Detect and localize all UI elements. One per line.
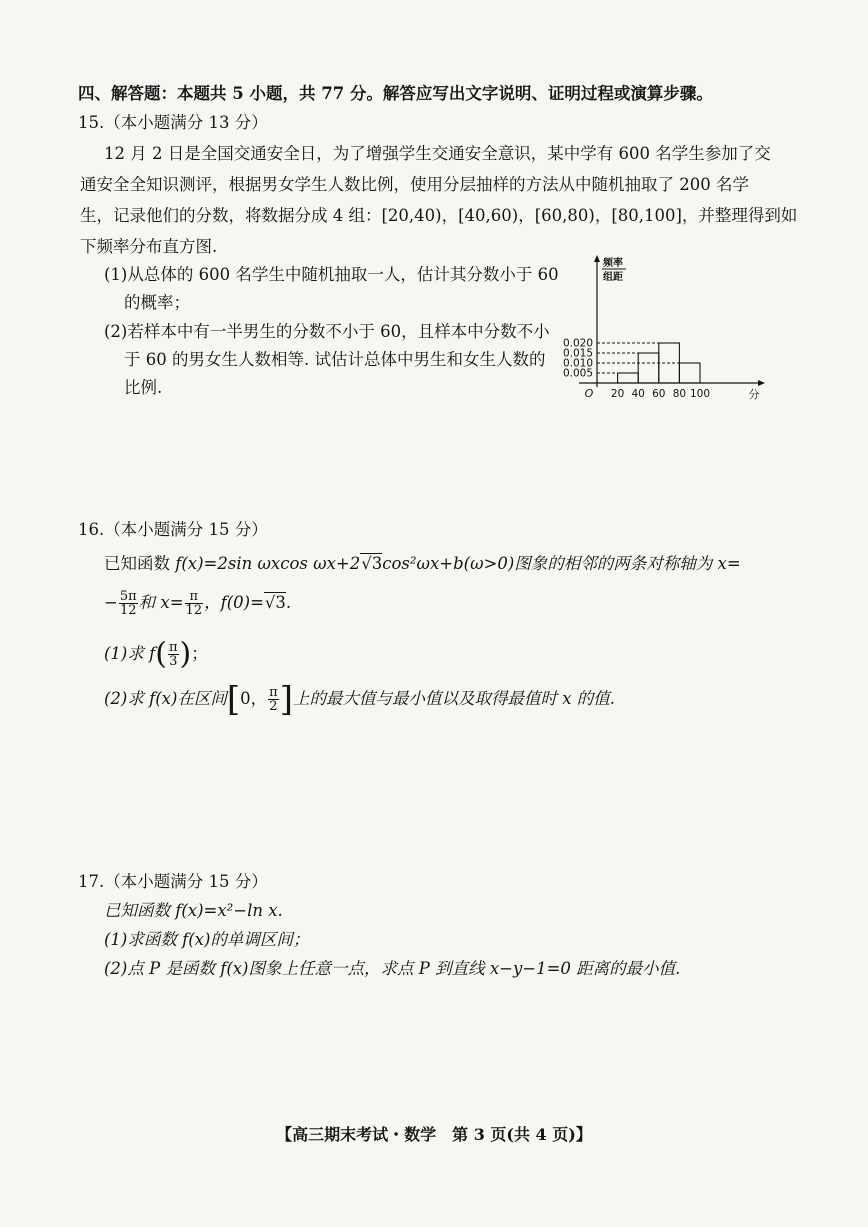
q16-minus: − (104, 593, 118, 612)
q15-body-line-4: 下频率分布直方图. (80, 237, 218, 256)
y-tick-label-2: 0.015 (562, 347, 593, 360)
y-tick-label-1: 0.010 (562, 357, 593, 370)
q16-p2-num: π (269, 685, 278, 700)
q16-p2-rbracket: ] (279, 679, 293, 720)
q16-p2-zero: 0， (240, 689, 268, 708)
q16-frac-pi-12 (185, 590, 204, 617)
q16-frac1-num: 5π (119, 589, 137, 604)
q16-function-expr: f(x)=2sin ωxcos ωx+2 (175, 554, 361, 573)
q16-l1-tail: cos²ωx+b(ω>0)图象的相邻的两条对称轴为 x= (382, 554, 741, 573)
x-axis-label: 分 (748, 388, 760, 401)
q15-body-line-3: 生，记录他们的分数，将数据分成 4 组：[20,40)，[40,60)，[60,80)，[80,100]，并整理得到如 (80, 206, 798, 225)
q16-frac2-num: π (185, 590, 204, 604)
y-axis-label-denominator: 组距 (603, 272, 623, 283)
q15-part2-line-1: (2)若样本中有一半男生的分数不小于 60，且样本中分数不小 (104, 322, 550, 341)
section-header: 四、解答题：本题共 5 小题，共 77 分。解答应写出文字说明、证明过程或演算步骤。 (78, 84, 713, 103)
q16-frac-5pi-12 (119, 590, 138, 617)
q16-p2-prefix: (2)求 f(x)在区间 (104, 689, 227, 708)
q16-frac1-den: 12 (119, 603, 137, 618)
q15-body-line-1: 12 月 2 日是全国交通安全日，为了增强学生交通安全意识，某中学有 600 名学生参加了交 (104, 144, 771, 163)
q16-p1-prefix: (1)求 f (104, 644, 156, 663)
histogram-bar-3 (679, 363, 700, 383)
q16-p1-num: π (168, 640, 178, 655)
q16-l2-end: . (285, 593, 292, 612)
q16-f0: ，f(0)= (204, 593, 264, 612)
q16-p1-lparen: ( (155, 636, 167, 672)
q16-sqrt-3b-value: 3 (275, 593, 286, 612)
q17-title: 17.（本小题满分 15 分） (78, 872, 268, 891)
origin-label: O (584, 387, 594, 400)
q17-line-2: (1)求函数 f(x)的单调区间； (104, 930, 310, 949)
x-tick-label-4: 100 (689, 388, 711, 400)
q16-line-1 (104, 553, 741, 575)
y-tick-label-3: 0.020 (562, 337, 593, 350)
q17-line-3: (2)点 P 是函数 f(x)图象上任意一点，求点 P 到直线 x−y−1=0 距离的最小值. (104, 959, 681, 978)
y-axis-arrow (594, 255, 600, 262)
histogram-bar-1 (638, 353, 659, 383)
q15-body-line-2: 通安全全知识测评，根据男女学生人数比例，使用分层抽样的方法从中随机抽取了 200 名学 (80, 175, 749, 194)
x-tick-label-0: 20 (610, 388, 625, 400)
histogram-bar-0 (618, 373, 639, 383)
q15-part2-line-2: 于 60 的男女生人数相等. 试估计总体中男生和女生人数的 (124, 350, 546, 369)
q15-title: 15.（本小题满分 13 分） (78, 113, 268, 132)
q15-part1-line-1: (1)从总体的 600 名学生中随机抽取一人，估计其分数小于 60 (104, 265, 559, 284)
page-footer: 【高三期末考试・数学 第 3 页(共 4 页)】 (276, 1125, 592, 1144)
q16-frac2-den: 12 (185, 603, 203, 618)
q16-p1-end: ； (191, 644, 208, 663)
q16-p1-rparen: ) (179, 636, 192, 672)
q16-part1 (104, 636, 208, 672)
frequency-histogram (560, 253, 770, 403)
q16-p1-den: 3 (169, 654, 178, 669)
q16-frac-pi-3 (168, 641, 179, 668)
q15-part1-line-2: 的概率； (124, 293, 190, 312)
x-axis-arrow (758, 380, 765, 386)
q16-p2-tail: 上的最大值与最小值以及取得最值时 x 的值. (292, 689, 616, 708)
q16-part2 (104, 679, 616, 720)
q16-and: 和 x= (138, 593, 184, 612)
q16-line-2 (104, 590, 291, 617)
x-tick-label-2: 60 (652, 388, 666, 400)
x-tick-label-1: 40 (631, 388, 645, 400)
q15-part2-line-3: 比例. (124, 378, 163, 397)
y-tick-label-0: 0.005 (562, 367, 593, 380)
q16-l1-prefix: 已知函数 (104, 554, 176, 573)
q16-sqrt-3b: √3 (264, 593, 286, 612)
q16-p2-lbracket: [ (226, 679, 241, 720)
q16-title: 16.（本小题满分 15 分） (78, 520, 268, 539)
y-axis-label-numerator: 频率 (603, 258, 623, 269)
q16-sqrt-3: √3 (361, 554, 383, 573)
q16-p2-den: 2 (269, 699, 278, 714)
x-tick-label-3: 80 (672, 388, 687, 400)
q17-line-1: 已知函数 f(x)=x²−ln x. (104, 901, 283, 920)
q16-sqrt-3-value: 3 (371, 554, 383, 573)
q16-frac-pi-2 (268, 686, 279, 713)
